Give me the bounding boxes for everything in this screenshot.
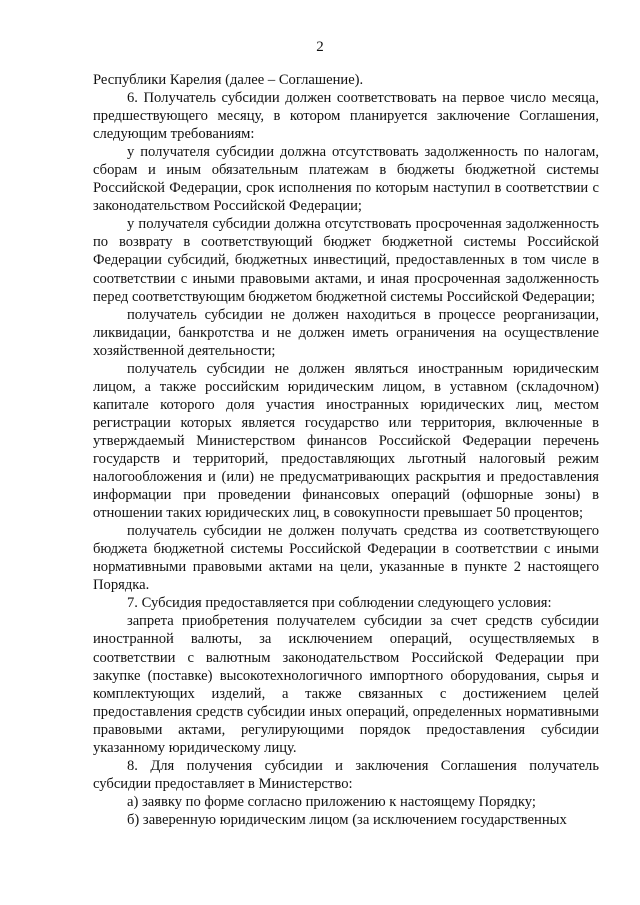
paragraph-no-tax-debt: у получателя субсидии должна отсутствовать задолженность по налогам, сборам и иным обязательным платежам в бюджеты бюджетной системы Российской Федерации, срок исполнения по которым наступил в соответствии с законодательством Российской Федерации; — [93, 144, 599, 215]
paragraph-no-other-funds: получатель субсидии не должен получать средства из соответствующего бюджета бюджетной системы Российской Федерации в соответствии с иными нормативными правовыми актами на цели, указанные в пункте 2 настоящего Порядка. — [93, 523, 599, 594]
page-number: 2 — [316, 39, 324, 55]
paragraph-not-foreign-entity: получатель субсидии не должен являться иностранным юридическим лицом, а также российским юридическим лицом, в уставном (складочном) капитале которого доля участия иностранных юридических лиц, местом регистрации которых является государство или территория, включенные в утверждаемый Министерством финансов Российской Федерации перечень государств и территорий, предоставляющих льготный налоговый режим налогообложения и (или) не предусматривающих раскрытия и предоставления информации при проведении финансовых операций (офшорные зоны) в отношении таких юридических лиц, в совокупности превышает 50 процентов; — [93, 360, 599, 522]
paragraph-item-6: 6. Получатель субсидии должен соответствовать на первое число месяца, предшествующего месяцу, в котором планируется заключение Соглашения, следующим требованиям: — [93, 90, 599, 143]
paragraph-continuation: Республики Карелия (далее – Соглашение). — [93, 72, 364, 88]
paragraph-item-8b: б) заверенную юридическим лицом (за исключением государственных — [127, 811, 567, 828]
paragraph-no-overdue-debt: у получателя субсидии должна отсутствовать просроченная задолженность по возврату в соответствующий бюджет бюджетной системы Российской Федерации субсидий, бюджетных инвестиций, предоставленных в том числе в соответствии с иными правовыми актами, и иная просроченная задолженность перед соответствующим бюджетом бюджетной системы Российской Федерации; — [93, 216, 599, 305]
document-body — [93, 71, 599, 829]
paragraph-no-reorganization: получатель субсидии не должен находиться в процессе реорганизации, ликвидации, банкротства и не должен иметь ограничения на осуществление хозяйственной деятельности; — [93, 306, 599, 359]
paragraph-item-8a: а) заявку по форме согласно приложению к настоящему Порядку; — [127, 793, 536, 810]
paragraph-item-7: 7. Субсидия предоставляется при соблюдении следующего условия: — [127, 595, 552, 612]
paragraph-currency-restriction: запрета приобретения получателем субсидии за счет средств субсидии иностранной валюты, за исключением операций, осуществляемых в соответствии с валютным законодательством Российской Федерации при закупке (поставке) высокотехнологичного импортного оборудования, сырья и комплектующих изделий, а также связанных с достижением целей предоставления средств субсидии иных операций, определенных нормативными правовыми актами, регулирующими порядок предоставления субсидии указанному юридическому лицу. — [93, 613, 599, 756]
paragraph-item-8: 8. Для получения субсидии и заключения Соглашения получатель субсидии предоставляет в Министерство: — [93, 757, 599, 792]
